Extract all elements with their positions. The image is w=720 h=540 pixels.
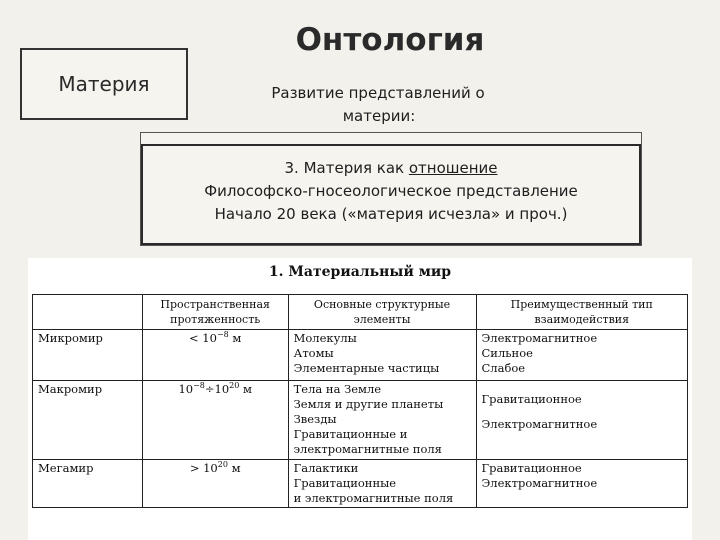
header-interaction: Преимущественный тип взаимодействия <box>476 295 688 330</box>
size-exp: −8 <box>193 381 205 391</box>
matter-label-box <box>20 48 188 120</box>
slide-title: Онтология <box>295 22 485 58</box>
row-elements <box>288 381 476 460</box>
row-name: Мегамир <box>33 460 143 508</box>
interaction-item: Гравитационное <box>481 461 582 475</box>
size-exp: −8 <box>216 330 229 340</box>
table-row <box>33 330 688 381</box>
info-line-3: Начало 20 века («материя исчезла» и проч.) <box>214 205 568 223</box>
size-base: 10 <box>178 382 194 396</box>
interaction-item: Слабое <box>481 361 526 375</box>
size-base: > 10 <box>189 461 218 475</box>
interaction-item: Электромагнитное <box>481 331 598 345</box>
spacer <box>482 382 683 392</box>
info-line-2: Философско-гносеологическое представление <box>204 182 578 200</box>
scan-title: 1. Материальный мир <box>268 264 452 280</box>
element-item: Гравитационные <box>293 476 397 490</box>
size-unit: м <box>227 461 241 475</box>
element-item: Галактики <box>293 461 359 475</box>
element-item: Молекулы <box>293 331 357 345</box>
info-line-1-prefix: 3. Материя как <box>284 159 409 177</box>
header-extent: Пространственная протяженность <box>142 295 288 330</box>
size-exp: 20 <box>217 460 228 470</box>
size-base: < 10 <box>189 331 217 345</box>
header-empty <box>33 295 143 330</box>
row-elements <box>288 460 476 508</box>
interaction-item: Гравитационное <box>481 392 582 406</box>
interaction-item: Сильное <box>481 346 533 360</box>
table-row <box>33 460 688 508</box>
table-row <box>33 381 688 460</box>
row-size <box>142 381 288 460</box>
row-elements <box>288 330 476 381</box>
header-elements: Основные структурные элементы <box>288 295 476 330</box>
interaction-item: Электромагнитное <box>481 476 598 490</box>
info-line-1-underlined: отношение <box>408 159 498 177</box>
element-item: Тела на Земле <box>293 382 382 396</box>
row-interactions <box>476 460 688 508</box>
element-item: Элементарные частицы <box>293 361 440 375</box>
row-name: Макромир <box>33 381 143 460</box>
row-interactions <box>476 330 688 381</box>
info-line-1 <box>141 159 641 177</box>
spacer <box>482 407 683 417</box>
row-interactions <box>476 381 688 460</box>
table-header-row <box>33 295 688 330</box>
subtitle <box>248 82 508 128</box>
subtitle-line-2: материи: <box>342 107 416 125</box>
element-item: Звезды <box>293 412 337 426</box>
interaction-item: Электромагнитное <box>481 417 598 431</box>
element-item: Земля и другие планеты <box>293 397 444 411</box>
row-name: Микромир <box>33 330 143 381</box>
subtitle-line-1: Развитие представлений о <box>271 84 485 102</box>
size-exp-2: 20 <box>229 381 240 391</box>
element-item: Гравитационные и <box>293 427 408 441</box>
size-unit: м <box>228 331 242 345</box>
size-mid: ÷10 <box>204 382 230 396</box>
scanned-table-image <box>28 258 692 540</box>
size-unit: м <box>239 382 252 396</box>
element-item: Атомы <box>293 346 334 360</box>
material-world-table <box>32 294 688 508</box>
element-item: и электромагнитные поля <box>293 491 454 505</box>
element-item: электромагнитные поля <box>293 442 442 456</box>
matter-label: Материя <box>58 72 150 96</box>
row-size <box>142 330 288 381</box>
info-box <box>140 132 642 246</box>
row-size <box>142 460 288 508</box>
